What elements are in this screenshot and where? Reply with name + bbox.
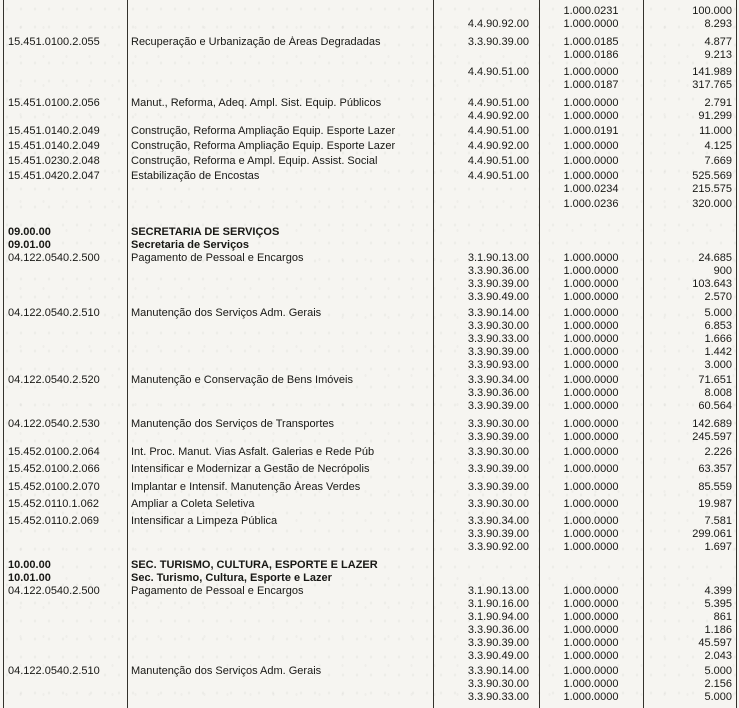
action-description-cell: Manutenção dos Serviços Adm. Gerais — [131, 307, 322, 319]
action-description-cell: Pagamento de Pessoal e Encargos — [131, 252, 304, 264]
amount-cell: 2.043 — [704, 650, 732, 662]
functional-code-cell — [4, 198, 127, 211]
amount-cell: 8.008 — [704, 387, 732, 399]
amount-cell: 11.000 — [699, 125, 732, 137]
table-row — [4, 541, 736, 554]
funding-source-cell: 1.000.0000 — [563, 110, 619, 122]
functional-code-cell: 04.122.0540.2.510 — [8, 307, 100, 319]
table-row — [4, 198, 736, 211]
funding-source-cell: 1.000.0231 — [563, 5, 619, 17]
table-row — [4, 265, 736, 278]
action-description-cell — [127, 598, 433, 611]
funding-source-cell: 1.000.0000 — [563, 691, 619, 703]
amount-cell: 85.559 — [698, 481, 732, 493]
section-header-row — [4, 239, 736, 252]
expense-nature-cell: 4.4.90.92.00 — [467, 140, 529, 152]
amount-cell: 900 — [713, 265, 732, 277]
action-description-cell: Manutenção e Conservação de Bens Imóveis — [131, 374, 353, 386]
funding-source-cell: 1.000.0185 — [563, 36, 619, 48]
action-description-cell: Secretaria de Serviços — [131, 239, 250, 251]
action-description-cell: Manutenção dos Serviços Adm. Gerais — [131, 665, 322, 677]
section-header-row — [4, 559, 736, 572]
expense-nature-cell: 3.3.90.30.00 — [467, 418, 529, 430]
action-description-cell: Construção, Reforma e Ampl. Equip. Assist. Social — [131, 155, 378, 167]
table-row — [4, 400, 736, 413]
expense-nature-cell: 4.4.90.92.00 — [467, 18, 529, 30]
funding-source-cell: 1.000.0000 — [563, 611, 619, 623]
amount-cell: 5.000 — [704, 307, 732, 319]
functional-code-cell: 10.00.00 — [8, 559, 51, 571]
functional-code-cell: 15.452.0100.2.064 — [8, 446, 100, 458]
funding-source-cell — [539, 226, 643, 239]
amount-cell: 7.581 — [704, 515, 732, 527]
funding-source-cell: 1.000.0000 — [563, 333, 619, 345]
amount-cell: 2.570 — [704, 291, 732, 303]
funding-source-cell: 1.000.0000 — [563, 431, 619, 443]
action-description-cell: Construção, Reforma Ampliação Equip. Esporte Lazer — [131, 125, 396, 137]
functional-code-cell — [4, 66, 127, 79]
funding-source-cell — [539, 239, 643, 252]
functional-code-cell — [4, 49, 127, 62]
functional-code-cell — [4, 320, 127, 333]
table-row — [4, 624, 736, 637]
funding-source-cell: 1.000.0000 — [563, 624, 619, 636]
table-row — [4, 498, 736, 511]
funding-source-cell: 1.000.0000 — [563, 346, 619, 358]
expense-nature-cell: 3.3.90.39.00 — [467, 36, 529, 48]
amount-cell: 24.685 — [698, 252, 732, 264]
expense-nature-cell — [433, 572, 539, 585]
budget-table — [4, 0, 736, 704]
functional-code-cell — [4, 265, 127, 278]
table-row — [4, 515, 736, 528]
functional-code-cell: 15.452.0110.1.062 — [8, 498, 99, 510]
functional-code-cell — [4, 650, 127, 663]
table-row — [4, 446, 736, 459]
action-description-cell — [127, 678, 433, 691]
functional-code-cell — [4, 110, 127, 123]
table-row — [4, 333, 736, 346]
amount-cell: 4.877 — [704, 36, 732, 48]
expense-nature-cell — [433, 5, 539, 18]
action-description-cell — [127, 541, 433, 554]
action-description-cell: Manut., Reforma, Adeq. Ampl. Sist. Equip. Públicos — [131, 97, 382, 109]
functional-code-cell — [4, 637, 127, 650]
funding-source-cell: 1.000.0000 — [563, 665, 619, 677]
table-row — [4, 110, 736, 123]
table-row — [4, 418, 736, 431]
functional-code-cell — [4, 278, 127, 291]
action-description-cell: Sec. Turismo, Cultura, Esporte e Lazer — [131, 572, 332, 584]
action-description-cell: Int. Proc. Manut. Vias Asfalt. Galerias e Rede Púb — [131, 446, 375, 458]
functional-code-cell — [4, 359, 127, 372]
funding-source-cell: 1.000.0234 — [563, 183, 619, 195]
funding-source-cell: 1.000.0000 — [563, 387, 619, 399]
functional-code-cell: 04.122.0540.2.530 — [8, 418, 100, 430]
expense-nature-cell: 3.3.90.30.00 — [467, 678, 529, 690]
expense-nature-cell — [433, 79, 539, 92]
action-description-cell: Pagamento de Pessoal e Encargos — [131, 585, 304, 597]
action-description-cell — [127, 79, 433, 92]
action-description-cell: Implantar e Intensif. Manutenção Áreas Verdes — [131, 481, 361, 493]
funding-source-cell: 1.000.0000 — [563, 252, 619, 264]
functional-code-cell — [4, 183, 127, 196]
table-row — [4, 463, 736, 476]
functional-code-cell — [4, 333, 127, 346]
amount-cell — [643, 226, 735, 239]
table-row — [4, 140, 736, 153]
funding-source-cell: 1.000.0000 — [563, 155, 619, 167]
action-description-cell — [127, 528, 433, 541]
expense-nature-cell: 3.3.90.34.00 — [467, 374, 529, 386]
funding-source-cell: 1.000.0000 — [563, 170, 619, 182]
amount-cell: 215.575 — [692, 183, 732, 195]
table-row — [4, 18, 736, 31]
action-description-cell — [127, 611, 433, 624]
funding-source-cell — [539, 559, 643, 572]
amount-cell: 103.643 — [692, 278, 732, 290]
amount-cell: 4.125 — [704, 140, 732, 152]
amount-cell: 320.000 — [692, 198, 732, 210]
functional-code-cell: 15.451.0140.2.049 — [8, 140, 100, 152]
action-description-cell — [127, 400, 433, 413]
amount-cell: 141.989 — [692, 66, 732, 78]
expense-nature-cell: 3.1.90.13.00 — [467, 252, 529, 264]
expense-nature-cell: 3.1.90.94.00 — [467, 611, 529, 623]
action-description-cell: SEC. TURISMO, CULTURA, ESPORTE E LAZER — [131, 559, 378, 571]
action-description-cell — [127, 387, 433, 400]
functional-code-cell: 15.451.0230.2.048 — [8, 155, 100, 167]
funding-source-cell: 1.000.0000 — [563, 585, 619, 597]
action-description-cell — [127, 346, 433, 359]
functional-code-cell — [4, 611, 127, 624]
table-row — [4, 431, 736, 444]
expense-nature-cell: 4.4.90.51.00 — [467, 66, 529, 78]
section-header-row — [4, 226, 736, 239]
funding-source-cell: 1.000.0000 — [563, 307, 619, 319]
amount-cell: 299.061 — [692, 528, 732, 540]
amount-cell: 142.689 — [692, 418, 732, 430]
funding-source-cell: 1.000.0000 — [563, 400, 619, 412]
amount-cell: 2.791 — [704, 97, 732, 109]
expense-nature-cell — [433, 198, 539, 211]
table-row — [4, 346, 736, 359]
table-row — [4, 598, 736, 611]
action-description-cell — [127, 624, 433, 637]
expense-nature-cell: 3.3.90.14.00 — [467, 307, 529, 319]
table-row — [4, 650, 736, 663]
functional-code-cell: 15.452.0110.2.069 — [8, 515, 99, 527]
expense-nature-cell: 4.4.90.92.00 — [467, 110, 529, 122]
amount-cell: 5.395 — [704, 598, 732, 610]
table-row — [4, 665, 736, 678]
amount-cell: 245.597 — [692, 431, 732, 443]
funding-source-cell: 1.000.0000 — [563, 541, 619, 553]
table-row — [4, 359, 736, 372]
table-row — [4, 49, 736, 62]
action-description-cell — [127, 49, 433, 62]
amount-cell: 2.226 — [704, 446, 732, 458]
funding-source-cell: 1.000.0000 — [563, 637, 619, 649]
amount-cell: 1.666 — [704, 333, 732, 345]
functional-code-cell — [4, 678, 127, 691]
functional-code-cell: 15.451.0100.2.056 — [8, 97, 100, 109]
action-description-cell: Recuperação e Urbanização de Áreas Degradadas — [131, 36, 381, 48]
table-row — [4, 611, 736, 624]
table-row — [4, 66, 736, 79]
amount-cell: 63.357 — [698, 463, 732, 475]
expense-nature-cell: 4.4.90.51.00 — [467, 155, 529, 167]
amount-cell: 3.000 — [704, 359, 732, 371]
table-row — [4, 307, 736, 320]
functional-code-cell — [4, 346, 127, 359]
functional-code-cell — [4, 291, 127, 304]
action-description-cell — [127, 198, 433, 211]
expense-nature-cell: 4.4.90.51.00 — [467, 97, 529, 109]
table-row — [4, 481, 736, 494]
functional-code-cell: 15.451.0420.2.047 — [8, 170, 100, 182]
expense-nature-cell: 3.3.90.93.00 — [467, 359, 529, 371]
functional-code-cell — [4, 79, 127, 92]
expense-nature-cell: 3.3.90.92.00 — [467, 541, 529, 553]
expense-nature-cell: 3.3.90.39.00 — [467, 346, 529, 358]
amount-cell: 525.569 — [692, 170, 732, 182]
amount-cell: 91.299 — [698, 110, 732, 122]
amount-cell — [643, 239, 735, 252]
expense-nature-cell: 3.3.90.30.00 — [467, 320, 529, 332]
amount-cell: 8.293 — [704, 18, 732, 30]
amount-cell: 2.156 — [704, 678, 732, 690]
funding-source-cell: 1.000.0000 — [563, 418, 619, 430]
functional-code-cell: 04.122.0540.2.520 — [8, 374, 100, 386]
action-description-cell — [127, 333, 433, 346]
expense-nature-cell — [433, 226, 539, 239]
funding-source-cell — [539, 572, 643, 585]
expense-nature-cell — [433, 49, 539, 62]
table-row — [4, 528, 736, 541]
expense-nature-cell: 3.3.90.39.00 — [467, 637, 529, 649]
section-header-row — [4, 572, 736, 585]
table-row — [4, 79, 736, 92]
funding-source-cell: 1.000.0000 — [563, 359, 619, 371]
amount-cell: 9.213 — [704, 49, 732, 61]
table-row — [4, 374, 736, 387]
funding-source-cell: 1.000.0000 — [563, 66, 619, 78]
table-row — [4, 585, 736, 598]
table-row — [4, 637, 736, 650]
expense-nature-cell: 3.3.90.36.00 — [467, 387, 529, 399]
functional-code-cell: 09.01.00 — [8, 239, 51, 251]
action-description-cell: Ampliar a Coleta Seletiva — [131, 498, 255, 510]
table-row — [4, 691, 736, 704]
amount-cell: 4.399 — [704, 585, 732, 597]
expense-nature-cell: 3.3.90.30.00 — [467, 498, 529, 510]
functional-code-cell — [4, 598, 127, 611]
action-description-cell — [127, 66, 433, 79]
action-description-cell — [127, 320, 433, 333]
funding-source-cell: 1.000.0000 — [563, 446, 619, 458]
functional-code-cell — [4, 431, 127, 444]
action-description-cell — [127, 265, 433, 278]
funding-source-cell: 1.000.0236 — [563, 198, 619, 210]
table-border-right — [736, 0, 737, 708]
action-description-cell: Intensificar e Modernizar a Gestão de Necrópolis — [131, 463, 370, 475]
functional-code-cell: 15.452.0100.2.066 — [8, 463, 100, 475]
expense-nature-cell: 3.3.90.36.00 — [467, 265, 529, 277]
amount-cell: 5.000 — [704, 691, 732, 703]
funding-source-cell: 1.000.0000 — [563, 598, 619, 610]
table-row — [4, 320, 736, 333]
functional-code-cell: 15.452.0100.2.070 — [8, 481, 100, 493]
expense-nature-cell: 3.3.90.49.00 — [467, 291, 529, 303]
expense-nature-cell — [433, 183, 539, 196]
funding-source-cell: 1.000.0187 — [563, 79, 619, 91]
funding-source-cell: 1.000.0191 — [563, 125, 619, 137]
table-row — [4, 278, 736, 291]
action-description-cell — [127, 359, 433, 372]
functional-code-cell — [4, 387, 127, 400]
functional-code-cell: 10.01.00 — [8, 572, 51, 584]
expense-nature-cell: 3.3.90.39.00 — [467, 278, 529, 290]
funding-source-cell: 1.000.0000 — [563, 291, 619, 303]
functional-code-cell — [4, 400, 127, 413]
functional-code-cell — [4, 528, 127, 541]
funding-source-cell: 1.000.0000 — [563, 374, 619, 386]
action-description-cell — [127, 291, 433, 304]
table-row — [4, 387, 736, 400]
table-row — [4, 291, 736, 304]
functional-code-cell: 04.122.0540.2.510 — [8, 665, 100, 677]
amount-cell: 60.564 — [698, 400, 732, 412]
funding-source-cell: 1.000.0000 — [563, 463, 619, 475]
table-row — [4, 170, 736, 183]
action-description-cell: Construção, Reforma Ampliação Equip. Esporte Lazer — [131, 140, 396, 152]
functional-code-cell: 04.122.0540.2.500 — [8, 252, 100, 264]
functional-code-cell — [4, 624, 127, 637]
expense-nature-cell: 4.4.90.51.00 — [467, 170, 529, 182]
amount-cell: 1.186 — [704, 624, 732, 636]
amount-cell — [643, 559, 735, 572]
amount-cell: 100.000 — [692, 5, 732, 17]
expense-nature-cell: 3.1.90.13.00 — [467, 585, 529, 597]
amount-cell: 45.597 — [698, 637, 732, 649]
action-description-cell — [127, 650, 433, 663]
table-row — [4, 678, 736, 691]
expense-nature-cell: 3.3.90.39.00 — [467, 463, 529, 475]
action-description-cell — [127, 18, 433, 31]
action-description-cell — [127, 278, 433, 291]
functional-code-cell — [4, 18, 127, 31]
funding-source-cell: 1.000.0000 — [563, 678, 619, 690]
funding-source-cell: 1.000.0000 — [563, 18, 619, 30]
action-description-cell: Estabilização de Encostas — [131, 170, 260, 182]
action-description-cell: Manutenção dos Serviços de Transportes — [131, 418, 335, 430]
functional-code-cell: 09.00.00 — [8, 226, 51, 238]
amount-cell — [643, 572, 735, 585]
table-row — [4, 125, 736, 138]
amount-cell: 317.765 — [692, 79, 732, 91]
action-description-cell — [127, 637, 433, 650]
action-description-cell — [127, 691, 433, 704]
functional-code-cell: 04.122.0540.2.500 — [8, 585, 100, 597]
functional-code-cell — [4, 541, 127, 554]
expense-nature-cell — [433, 239, 539, 252]
funding-source-cell: 1.000.0000 — [563, 498, 619, 510]
expense-nature-cell: 3.3.90.39.00 — [467, 400, 529, 412]
expense-nature-cell — [433, 559, 539, 572]
functional-code-cell: 15.451.0100.2.055 — [8, 36, 100, 48]
amount-cell: 19.987 — [698, 498, 732, 510]
functional-code-cell — [4, 691, 127, 704]
funding-source-cell: 1.000.0000 — [563, 481, 619, 493]
expense-nature-cell: 3.3.90.39.00 — [467, 481, 529, 493]
amount-cell: 1.697 — [704, 541, 732, 553]
amount-cell: 861 — [713, 611, 732, 623]
funding-source-cell: 1.000.0186 — [563, 49, 619, 61]
expense-nature-cell: 3.3.90.39.00 — [467, 528, 529, 540]
amount-cell: 5.000 — [704, 665, 732, 677]
table-row — [4, 36, 736, 49]
action-description-cell — [127, 110, 433, 123]
expense-nature-cell: 3.3.90.14.00 — [467, 665, 529, 677]
action-description-cell — [127, 431, 433, 444]
functional-code-cell — [4, 5, 127, 18]
table-row — [4, 5, 736, 18]
action-description-cell: SECRETARIA DE SERVIÇOS — [131, 226, 280, 238]
amount-cell: 1.442 — [704, 346, 732, 358]
amount-cell: 6.853 — [704, 320, 732, 332]
action-description-cell — [127, 5, 433, 18]
expense-nature-cell: 3.3.90.30.00 — [467, 446, 529, 458]
table-row — [4, 183, 736, 196]
table-row — [4, 97, 736, 110]
table-row — [4, 155, 736, 168]
expense-nature-cell: 4.4.90.51.00 — [467, 125, 529, 137]
funding-source-cell: 1.000.0000 — [563, 528, 619, 540]
action-description-cell — [127, 183, 433, 196]
funding-source-cell: 1.000.0000 — [563, 650, 619, 662]
functional-code-cell: 15.451.0140.2.049 — [8, 125, 100, 137]
expense-nature-cell: 3.3.90.33.00 — [467, 333, 529, 345]
funding-source-cell: 1.000.0000 — [563, 140, 619, 152]
expense-nature-cell: 3.3.90.34.00 — [467, 515, 529, 527]
action-description-cell: Intensificar a Limpeza Pública — [131, 515, 278, 527]
expense-nature-cell: 3.3.90.49.00 — [467, 650, 529, 662]
funding-source-cell: 1.000.0000 — [563, 97, 619, 109]
funding-source-cell: 1.000.0000 — [563, 515, 619, 527]
table-row — [4, 252, 736, 265]
expense-nature-cell: 3.3.90.33.00 — [467, 691, 529, 703]
expense-nature-cell: 3.1.90.16.00 — [467, 598, 529, 610]
expense-nature-cell: 3.3.90.39.00 — [467, 431, 529, 443]
amount-cell: 7.669 — [704, 155, 732, 167]
expense-nature-cell: 3.3.90.36.00 — [467, 624, 529, 636]
funding-source-cell: 1.000.0000 — [563, 320, 619, 332]
funding-source-cell: 1.000.0000 — [563, 265, 619, 277]
funding-source-cell: 1.000.0000 — [563, 278, 619, 290]
amount-cell: 71.651 — [698, 374, 732, 386]
